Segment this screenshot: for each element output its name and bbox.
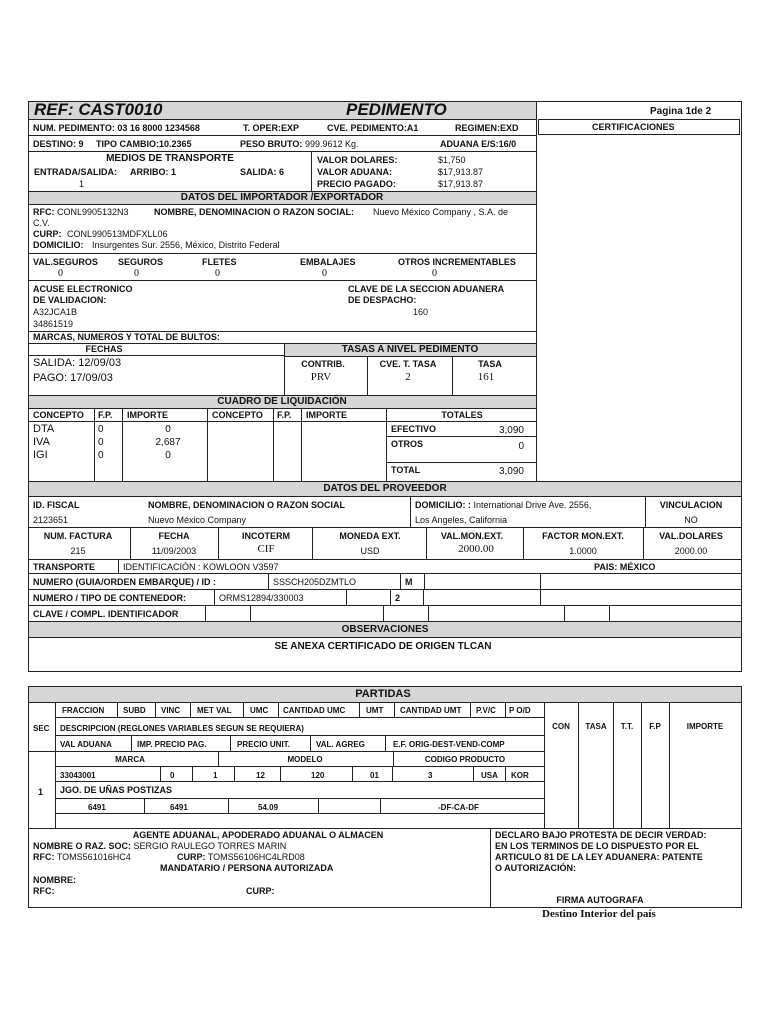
p-sec: SEC xyxy=(33,724,50,733)
incoterm-value: CIF xyxy=(257,543,275,555)
cve-pedimento: CVE. PEDIMENTO:A1 xyxy=(327,123,419,133)
contenedor-value: ORMS12894/330003 xyxy=(219,593,304,603)
p-val-agreg: VAL. AGREG xyxy=(316,740,365,749)
aduana: ADUANA E/S:16/0 xyxy=(440,139,517,149)
divider xyxy=(390,589,391,605)
salida: SALIDA: 6 xyxy=(240,167,285,177)
fecha-pago: PAGO: 17/09/03 xyxy=(33,372,113,384)
p-cantumt: CANTIDAD UMT xyxy=(400,706,462,715)
p-modelo: MODELO xyxy=(287,755,323,764)
divider xyxy=(28,253,537,254)
divider xyxy=(523,527,524,559)
divider xyxy=(410,496,411,527)
divider xyxy=(192,766,193,781)
divider xyxy=(94,408,95,482)
divider xyxy=(28,527,742,528)
prov-domicilio-2: Los Angeles, California xyxy=(415,515,508,525)
fletes-value: 0 xyxy=(215,268,220,279)
contenedor-tipo: 2 xyxy=(395,593,401,603)
agente-rfc: RFC: TOMS561016HC4 xyxy=(33,852,131,862)
tasas-contrib-value: PRV xyxy=(310,371,332,383)
divider xyxy=(218,527,219,559)
total-value: 3,090 xyxy=(498,466,524,477)
p-row-vinc: 1 xyxy=(213,771,218,780)
divider xyxy=(385,735,386,751)
divider xyxy=(131,735,132,751)
p-fraccion: FRACCION xyxy=(62,706,105,715)
divider xyxy=(473,766,474,781)
tasas-tasa-value: 161 xyxy=(477,371,495,383)
divider xyxy=(55,766,544,767)
agente-nombre: NOMBRE O RAZ. SOC: SERGIO RAULEGO TORRES MARIN xyxy=(33,841,287,851)
val-mon-value: 2000.00 xyxy=(458,543,494,555)
divider xyxy=(218,751,219,766)
divider xyxy=(669,702,670,829)
divider xyxy=(144,798,145,813)
tasas-tasa-label: TASA xyxy=(478,359,502,369)
divider xyxy=(400,573,401,589)
declaro-line-1: DECLARO BAJO PROTESTA DE DECIR VERDAD: xyxy=(495,830,707,840)
p-row-pais1: USA xyxy=(481,771,498,780)
divider xyxy=(273,408,274,482)
pedimento-title: PEDIMENTO xyxy=(346,100,447,119)
divider xyxy=(310,735,311,751)
p-sec-num: 1 xyxy=(38,787,44,797)
divider xyxy=(28,204,537,205)
divider xyxy=(383,605,384,621)
ref-title: REF: CAST0010 xyxy=(34,100,163,119)
pagina-label: Pagina 1de 2 xyxy=(650,106,712,117)
fecha-factura-value: 11/09/2003 xyxy=(151,546,197,556)
efectivo-value: 3,090 xyxy=(498,425,524,436)
divider xyxy=(428,605,429,621)
divider xyxy=(28,355,284,356)
val-dolares-value: 2000.00 xyxy=(674,546,708,556)
certificaciones-label: CERTIFICACIONES xyxy=(592,122,675,132)
divider xyxy=(424,573,425,589)
p-umc: UMC xyxy=(250,706,269,715)
liq-row-1-concepto: DTA xyxy=(33,423,55,435)
factor-label: FACTOR MON.EXT. xyxy=(542,531,624,541)
divider xyxy=(228,798,229,813)
tasas-title: TASAS A NIVEL PEDIMENTO xyxy=(341,344,479,355)
divider xyxy=(609,605,610,621)
rfc-value: CONL9905132N3 xyxy=(57,207,129,217)
domicilio-value: Insurgentes Sur. 2556, México, Distrito Federal xyxy=(92,240,280,250)
observaciones-text: SE ANEXA CERTIFICADO DE ORIGEN TLCAN xyxy=(274,641,492,652)
vinculacion-label: VINCULACION xyxy=(659,500,723,510)
valor-aduana-label: VALOR ADUANA: xyxy=(317,167,392,177)
divider xyxy=(352,766,353,781)
p-pvc: P.V/C xyxy=(476,706,496,715)
liq-row-2-concepto: IVA xyxy=(33,436,50,448)
divider xyxy=(284,356,537,357)
proveedor-title: DATOS DEL PROVEEDOR xyxy=(323,483,447,494)
divider xyxy=(28,135,537,136)
tasas-cve-value: 2 xyxy=(405,371,411,383)
divider xyxy=(452,356,453,395)
observaciones-title: OBSERVACIONES xyxy=(341,624,429,635)
divider xyxy=(28,589,742,590)
p-val-aduana: VAL ADUANA xyxy=(60,740,112,749)
divider xyxy=(470,702,471,717)
liq-row-3-fp: 0 xyxy=(98,450,104,461)
divider xyxy=(386,462,537,463)
divider xyxy=(505,702,506,717)
rfc-label: RFC: xyxy=(33,207,55,217)
mandatario-label: MANDATARIO / PERSONA AUTORIZADA xyxy=(160,863,334,873)
divider xyxy=(207,408,208,482)
medios-transporte-title: MEDIOS DE TRANSPORTE xyxy=(106,153,234,164)
contenedor-label: NUMERO / TIPO DE CONTENEDOR: xyxy=(33,593,187,603)
p-tt: T.T. xyxy=(620,722,634,731)
declaro-line-4: O AUTORIZACIÓN: xyxy=(495,863,576,873)
destino: DESTINO: 9 xyxy=(33,139,84,149)
divider xyxy=(346,589,347,605)
divider xyxy=(28,496,742,497)
peso-bruto-value: 999.9612 Kg. xyxy=(305,139,359,149)
liq-concepto2-label: CONCEPTO xyxy=(212,410,263,420)
divider xyxy=(55,717,544,718)
prov-nombre-label: NOMBRE, DENOMINACION O RAZON SOCIAL xyxy=(148,500,345,510)
p-umt: UMT xyxy=(366,706,384,715)
acuse-value-2: 34861519 xyxy=(33,319,74,329)
precio-pagado: $17,913.87 xyxy=(438,179,484,189)
divider xyxy=(423,589,424,605)
divider xyxy=(118,559,119,573)
divider xyxy=(564,605,565,621)
divider xyxy=(386,436,537,437)
acuse-label: ACUSE ELECTRONICO xyxy=(33,284,133,294)
curp-label: CURP: xyxy=(33,229,62,239)
p-tasa: TASA xyxy=(585,722,607,731)
vinculacion-value: NO xyxy=(684,515,698,525)
p-importe: IMPORTE xyxy=(686,722,724,731)
p-subd: SUBD xyxy=(123,706,146,715)
guia-m: M xyxy=(405,577,413,587)
valor-aduana: $17,913.87 xyxy=(438,167,484,177)
divider xyxy=(190,702,191,717)
liq-totales-label: TOTALES xyxy=(441,410,483,420)
divider xyxy=(311,151,312,191)
liq-concepto-label: CONCEPTO xyxy=(33,410,84,420)
divider xyxy=(394,702,395,717)
divider xyxy=(301,408,302,482)
agente-curp: CURP: TOMS56106HC4LRD08 xyxy=(177,852,305,862)
id-fiscal-label: ID. FISCAL xyxy=(33,500,80,510)
tipo-cambio: TIPO CAMBIO:10.2365 xyxy=(96,139,192,149)
p-row-cantumc: 01 xyxy=(370,771,379,780)
razon-social-cont: C.V. xyxy=(33,218,50,228)
liq-fp2-label: F.P. xyxy=(277,410,292,420)
total-label: TOTAL xyxy=(391,465,421,475)
t-oper: T. OPER:EXP xyxy=(243,123,300,133)
fechas-title: FECHAS xyxy=(85,344,123,354)
fecha-salida: SALIDA: 12/09/03 xyxy=(33,357,122,369)
p-row-fraccion: 33043001 xyxy=(60,771,96,780)
divider xyxy=(28,637,742,638)
val-dolares-label: VAL.DOLARES xyxy=(659,531,723,541)
divider xyxy=(28,559,742,560)
clave-seccion-label: CLAVE DE LA SECCION ADUANERA xyxy=(348,284,505,294)
p-imp-precio: IMP. PRECIO PAG. xyxy=(137,740,207,749)
acuse-label-2: DE VALIDACION: xyxy=(33,295,107,305)
divider xyxy=(28,119,537,120)
divider xyxy=(55,781,544,782)
p-val-aduana-v: 6491 xyxy=(88,803,106,812)
divider xyxy=(130,527,131,559)
p-desc: JGO. DE UÑAS POSTIZAS xyxy=(60,785,173,795)
otros-incrementables-label: OTROS INCREMENTABLES xyxy=(398,257,516,267)
divider xyxy=(28,702,742,703)
embalajes-value: 0 xyxy=(322,268,327,279)
val-seguros-value: 0 xyxy=(58,268,63,279)
divider xyxy=(205,605,206,621)
destino-interior: Destino Interior del país xyxy=(542,908,656,920)
divider xyxy=(613,702,614,829)
prov-domicilio: DOMICILIO: : International Drive Ave. 2556, xyxy=(415,500,592,510)
entrada-salida-value: 1 xyxy=(79,179,85,189)
moneda-label: MONEDA EXT. xyxy=(339,531,401,541)
divider xyxy=(55,735,544,736)
liq-row-1-importe: 0 xyxy=(165,424,171,435)
divider xyxy=(55,813,544,814)
divider xyxy=(230,735,231,751)
divider xyxy=(28,421,537,422)
divider xyxy=(55,798,544,799)
divider xyxy=(243,702,244,717)
identificacion: IDENTIFICACIÓN : KOWLOON V3597 xyxy=(123,562,279,572)
divider xyxy=(155,702,156,717)
transporte-label: TRANSPORTE xyxy=(33,562,96,572)
p-metval: MET VAL xyxy=(197,706,232,715)
efectivo-label: EFECTIVO xyxy=(391,424,437,434)
p-precio-unit: PRECIO UNIT. xyxy=(237,740,290,749)
p-ef-orig-v: -DF-CA-DF xyxy=(438,803,479,812)
divider xyxy=(122,408,123,482)
seguros-value: 0 xyxy=(134,268,139,279)
p-vinc: VINC xyxy=(161,706,181,715)
entrada-salida-label: ENTRADA/SALIDA: xyxy=(34,167,117,177)
p-imp-precio-v: 6491 xyxy=(170,803,188,812)
divider xyxy=(278,702,279,717)
divider xyxy=(393,751,394,766)
divider xyxy=(643,527,644,559)
divider xyxy=(386,408,387,482)
marcas-label: MARCAS, NUMEROS Y TOTAL DE BULTOS: xyxy=(33,332,220,342)
peso-bruto-label: PESO BRUTO: xyxy=(240,139,303,149)
divider xyxy=(28,151,537,152)
prov-nombre-value: Nuevo México Company xyxy=(148,515,247,525)
divider xyxy=(544,702,545,829)
divider xyxy=(367,356,368,395)
arribo: ARRIBO: 1 xyxy=(130,167,177,177)
divider xyxy=(234,766,235,781)
partidas-title: PARTIDAS xyxy=(355,688,411,700)
divider xyxy=(28,280,537,281)
divider xyxy=(160,766,161,781)
guia-label: NUMERO (GUIA/ORDEN EMBARQUE) / ID : xyxy=(33,577,216,587)
divider xyxy=(280,766,281,781)
razon-social-label: NOMBRE, DENOMINACION O RAZON SOCIAL: xyxy=(154,207,354,217)
fletes-label: FLETES xyxy=(202,257,237,267)
clave-seccion-label-2: DE DESPACHO: xyxy=(348,295,417,305)
divider xyxy=(28,605,742,606)
importador-title: DATOS DEL IMPORTADOR /EXPORTADOR xyxy=(180,192,384,203)
acuse-value: A32JCA1B xyxy=(33,307,78,317)
clave-seccion-value: 160 xyxy=(413,307,429,317)
otros-label: OTROS xyxy=(391,439,424,449)
valor-dolares: $1,750 xyxy=(438,155,466,165)
liq-fp-label: F.P. xyxy=(98,410,113,420)
moneda-value: USD xyxy=(360,546,380,556)
num-factura-label: NUM. FACTURA xyxy=(43,531,113,541)
divider xyxy=(28,573,742,574)
p-con: CON xyxy=(552,722,570,731)
certificaciones-frame xyxy=(536,101,742,482)
declaro-line-2: EN LOS TERMINOS DE LO DISPUESTO POR EL xyxy=(495,841,699,851)
p-ef-orig: E.F. ORIG-DEST-VEND-COMP xyxy=(393,740,505,749)
tasas-cve-label: CVE. T. TASA xyxy=(379,359,437,369)
divider xyxy=(28,408,537,409)
p-row-umc: 120 xyxy=(311,771,325,780)
p-cantumc: CANTIDAD UMC xyxy=(283,706,346,715)
divider xyxy=(380,798,381,813)
divider xyxy=(426,527,427,559)
factor-value: 1.0000 xyxy=(569,546,597,556)
id-fiscal-value: 2123651 xyxy=(33,515,69,525)
fecha-factura-label: FECHA xyxy=(158,531,190,541)
p-pod: P O/D xyxy=(509,706,531,715)
divider xyxy=(117,702,118,717)
divider xyxy=(641,702,642,829)
liq-row-1-fp: 0 xyxy=(98,424,104,435)
declaro-line-3: ARTICULO 81 DE LA LEY ADUANERA: PATENTE xyxy=(495,852,703,862)
val-mon-label: VAL.MON.EXT. xyxy=(440,531,504,541)
liq-row-3-concepto: IGI xyxy=(33,449,48,461)
liquidacion-title: CUADRO DE LIQUIDACIÓN xyxy=(217,396,347,407)
divider xyxy=(312,527,313,559)
divider xyxy=(505,766,506,781)
incoterm-label: INCOTERM xyxy=(242,531,290,541)
divider xyxy=(540,589,541,605)
clave-compl-label: CLAVE / COMPL. IDENTIFICADOR xyxy=(33,609,179,619)
mandatario-curp-label: CURP: xyxy=(246,886,275,896)
divider xyxy=(28,751,544,752)
valor-dolares-label: VALOR DOLARES: xyxy=(317,155,398,165)
num-pedimento: NUM. PEDIMENTO: 03 16 8000 1234568 xyxy=(33,123,200,133)
divider xyxy=(359,702,360,717)
divider xyxy=(392,766,393,781)
p-precio-unit-v: 54.09 xyxy=(258,803,279,812)
p-row-metval: 12 xyxy=(256,771,265,780)
divider xyxy=(318,798,319,813)
razon-social-value: Nuevo México Company , S.A. de xyxy=(373,207,509,217)
divider xyxy=(645,496,646,527)
p-codigo: CODIGO PRODUCTO xyxy=(424,755,506,764)
embalajes-label: EMBALAJES xyxy=(300,257,356,267)
firma-autografa: FIRMA AUTOGRAFA xyxy=(556,895,644,905)
p-row-pais2: KOR xyxy=(511,771,529,780)
num-factura-value: 215 xyxy=(70,546,86,556)
liq-row-3-importe: 0 xyxy=(165,450,171,461)
regimen: REGIMEN:EXD xyxy=(455,123,519,133)
divider xyxy=(214,589,215,605)
divider xyxy=(250,605,251,621)
liq-importe-label: IMPORTE xyxy=(127,410,169,420)
liq-importe2-label: IMPORTE xyxy=(306,410,348,420)
curp-value: CONL990513MDFXLL06 xyxy=(67,229,168,239)
divider xyxy=(490,828,491,908)
otros-value: 0 xyxy=(518,441,524,452)
agente-title: AGENTE ADUANAL, APODERADO ADUANAL O ALMACEN xyxy=(132,830,384,840)
p-row-subd: 0 xyxy=(170,771,175,780)
otros-value: 0 xyxy=(432,268,437,279)
divider xyxy=(268,573,269,589)
val-seguros-label: VAL.SEGUROS xyxy=(33,257,98,267)
mandatario-nombre-label: NOMBRE: xyxy=(33,875,76,885)
liq-row-2-fp: 0 xyxy=(98,437,104,448)
liq-row-2-importe: 2,687 xyxy=(155,437,181,448)
divider xyxy=(578,702,579,829)
p-fp: F.P xyxy=(649,722,661,731)
domicilio-label: DOMICILIO: xyxy=(33,240,84,250)
seguros-label: SEGUROS xyxy=(118,257,164,267)
tasas-contrib-label: CONTRIB. xyxy=(301,359,345,369)
guia-value: SSSCH205DZMTLO xyxy=(273,577,357,587)
p-row-umt: 3 xyxy=(428,771,433,780)
precio-pagado-label: PRECIO PAGADO: xyxy=(317,179,396,189)
mandatario-rfc-label: RFC: xyxy=(33,886,55,896)
p-descripcion: DESCRIPCION (REGLONES VARIABLES SEGUN SE REQUIERA) xyxy=(60,724,304,733)
p-marca: MARCA xyxy=(115,755,145,764)
divider xyxy=(540,573,541,589)
pais: PAIS: MÉXICO xyxy=(594,562,656,572)
